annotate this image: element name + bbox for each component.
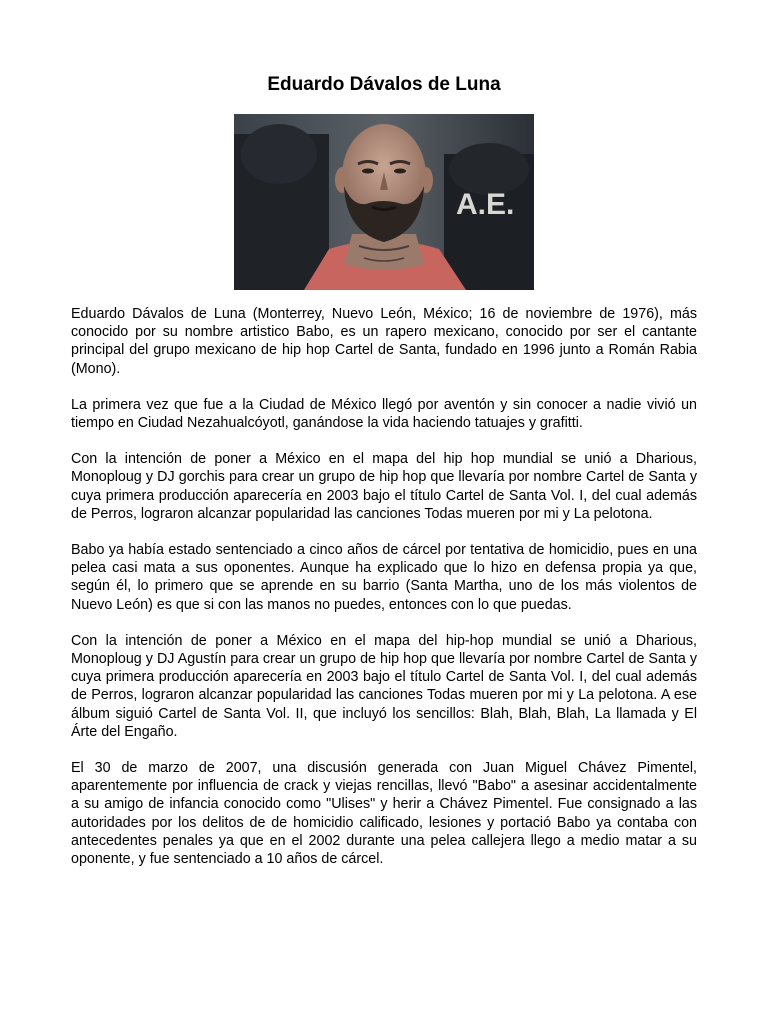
paragraph-3: Con la intención de poner a México en el mapa del hip hop mundial se unió a Dharious, Monoploug y DJ gorchis para crear un grupo de hip hop que llevaría por nombre Cartel de Santa y cuya primera producción aparecería en 2003 bajo el título Cartel de Santa Vol. I, del cual además de Perros, lograron alcanzar popularidad las canciones Todas mueren por mi y La pelotona. xyxy=(71,451,697,522)
paragraph-6: El 30 de marzo de 2007, una discusión generada con Juan Miguel Chávez Pimentel, aparentemente por influencia de crack y viejas rencillas, llevó "Babo" a asesinar accidentalmente a su amigo de infancia conocido como "Ulises" y herir a Chávez Pimentel. Fue consignado a las autoridades por los delitos de de homicidio calificado, lesiones y portació Babo ya contaba con antecedentes penales ya que en el 2002 durante una pelea callejera llego a medio matar a su oponente, y fue sentenciado a 10 años de cárcel. xyxy=(71,760,697,868)
article-body xyxy=(71,305,697,886)
portrait-photo-drawing xyxy=(234,114,534,290)
document-title: Eduardo Dávalos de Luna xyxy=(267,74,501,95)
portrait-photo xyxy=(234,114,534,290)
vest-lettering: A.E. xyxy=(456,188,515,221)
paragraph-2: La primera vez que fue a la Ciudad de México llegó por aventón y sin conocer a nadie vivió un tiempo en Ciudad Nezahualcóyotl, ganándose la vida haciendo tatuajes y grafitti. xyxy=(71,396,697,432)
paragraph-5: Con la intención de poner a México en el mapa del hip-hop mundial se unió a Dharious, Monoploug y DJ Agustín para crear un grupo de hip hop que llevaría por nombre Cartel de Santa y cuya primera producción aparecería en 2003 bajo el título Cartel de Santa Vol. I, del cual además de Perros, lograron alcanzar popularidad las canciones Todas mueren por mi y La pelotona. A ese álbum siguió Cartel de Santa Vol. II, que incluyó los sencillos: Blah, Blah, Blah, La llamada y El Árte del Engaño. xyxy=(71,632,697,740)
paragraph-4: Babo ya había estado sentenciado a cinco años de cárcel por tentativa de homicidio, pues en una pelea casi mata a sus oponentes. Aunque ha explicado que lo hizo en defensa propia ya que, según él, lo primero que se aprende en su barrio (Santa Martha, uno de los más violentos de Nuevo León) es que si con las manos no puedes, entonces con lo que puedas. xyxy=(71,542,697,613)
paragraph-1: Eduardo Dávalos de Luna (Monterrey, Nuevo León, México; 16 de noviembre de 1976), más conocido por su nombre artistico Babo, es un rapero mexicano, conocido por ser el cantante principal del grupo mexicano de hip hop Cartel de Santa, fundado en 1996 junto a Román Rabia (Mono). xyxy=(71,306,697,377)
